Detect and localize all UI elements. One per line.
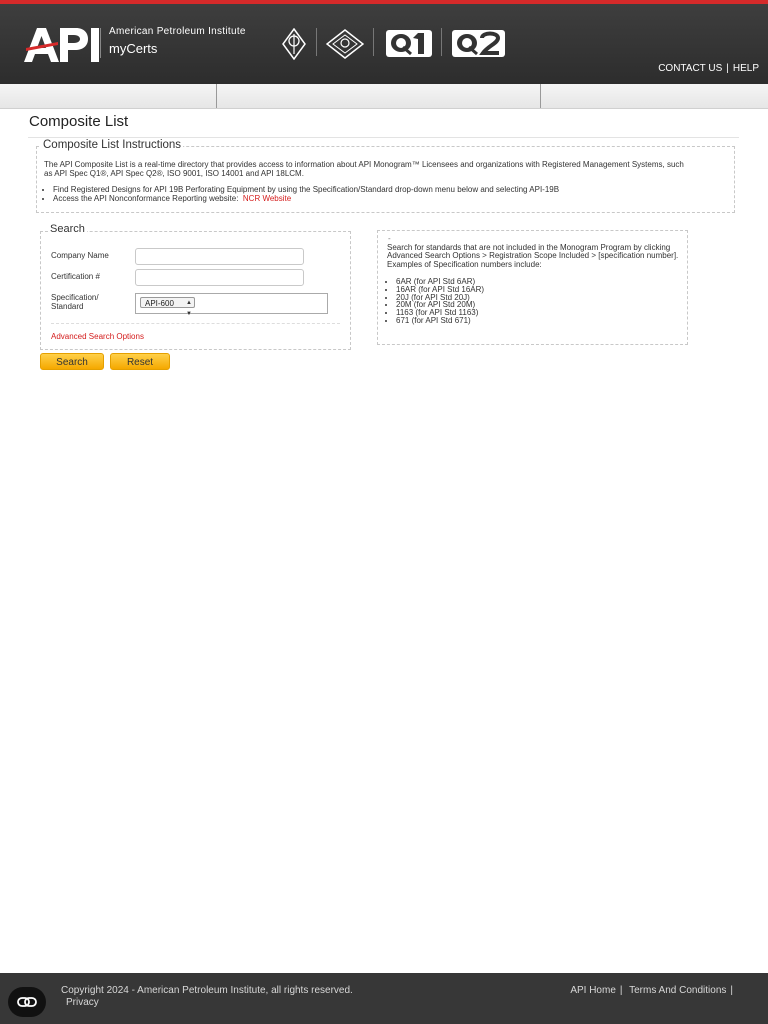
instructions-bullet-ncr <box>53 194 559 203</box>
instructions-legend: Composite List Instructions <box>43 139 182 151</box>
logo-divider <box>373 28 374 56</box>
search-button[interactable]: Search <box>40 353 104 370</box>
advanced-search-link[interactable]: Advanced Search Options <box>51 332 144 341</box>
api-logo[interactable] <box>24 28 104 62</box>
link-separator: | <box>726 63 729 74</box>
brand-divider <box>100 28 101 58</box>
company-name-label: Company Name <box>51 251 109 260</box>
list-item: • 671 (for API Std 671) <box>396 317 484 325</box>
nav-divider <box>540 84 541 108</box>
copyright-text: Copyright 2024 - American Petroleum Institute, all rights reserved. <box>61 985 353 996</box>
list-item: • 6AR (for API Std 6AR) <box>396 278 484 286</box>
instructions-text: The API Composite List is a real-time directory that provides access to information about API Monogram™ Licensees and organizations with Registered Management Systems, such as API Spec Q1®, API Spec Q2®, ISO 9001, ISO 14001 and API 18LCM. <box>44 160 684 178</box>
logo-divider <box>316 28 317 56</box>
search-legend: Search <box>50 223 85 235</box>
list-item: • 16AR (for API Std 16AR) <box>396 286 484 294</box>
brand-title: American Petroleum Institute <box>109 26 246 37</box>
link-separator: | <box>730 985 733 996</box>
contact-us-link[interactable]: CONTACT US <box>658 63 723 74</box>
info-text: Search for standards that are not included in the Monogram Program by clicking Advanced Search Options > Registration Scope Included > [specification number]. Examples of Specification numbers include: <box>387 243 679 269</box>
link-separator: | <box>619 985 623 996</box>
q2-logo[interactable] <box>451 29 509 59</box>
spec-select-value: API-600 <box>145 299 174 308</box>
privacy-link[interactable]: Privacy <box>66 997 99 1008</box>
footer-links <box>570 985 737 996</box>
footer-copyright <box>61 985 353 1009</box>
certification-input[interactable] <box>135 269 304 286</box>
nav-bar <box>0 84 768 109</box>
search-divider <box>51 323 340 324</box>
spec-label-line2: Standard <box>51 302 84 311</box>
spec-label-line1: Specification/ <box>51 293 99 302</box>
nav-divider <box>216 84 217 108</box>
list-item: • 1163 (for API Std 1163) <box>396 309 484 317</box>
page-title: Composite List <box>29 113 129 130</box>
instructions-bullet-19b: • Find Registered Designs for API 19B Perforating Equipment by using the Specification/Standard drop-down menu below and selecting API-19B <box>53 185 559 194</box>
terms-link[interactable]: Terms And Conditions <box>629 985 727 996</box>
certification-label: Certification # <box>51 272 100 281</box>
api-monogram-diamond-logo[interactable] <box>326 29 364 59</box>
spec-select[interactable] <box>140 297 195 317</box>
spec-select-box <box>135 293 328 317</box>
ncr-prefix: Access the API Nonconformance Reporting website: <box>53 194 239 203</box>
reset-button[interactable]: Reset <box>110 353 170 370</box>
link-icon <box>8 987 46 1017</box>
title-divider <box>28 137 739 138</box>
help-link[interactable]: HELP <box>732 63 759 74</box>
api-home-link[interactable]: API Home <box>570 985 616 996</box>
logo-divider <box>441 28 442 56</box>
list-item: • 20J (for API Std 20J) <box>396 294 484 302</box>
company-name-input[interactable] <box>135 248 304 265</box>
ncr-website-link[interactable]: NCR Website <box>242 194 292 203</box>
q1-logo[interactable] <box>385 29 433 59</box>
api-monogram-logo[interactable] <box>282 28 306 60</box>
info-marker: - <box>388 234 391 243</box>
instructions-list <box>44 185 559 203</box>
examples-list <box>387 278 484 325</box>
chevron-updown-icon: ▲ ▼ <box>186 300 192 317</box>
brand-subtitle: myCerts <box>109 41 158 56</box>
list-item: • 20M (for API Std 20M) <box>396 301 484 309</box>
top-links <box>658 63 759 74</box>
chat-widget-button[interactable] <box>8 987 46 1017</box>
